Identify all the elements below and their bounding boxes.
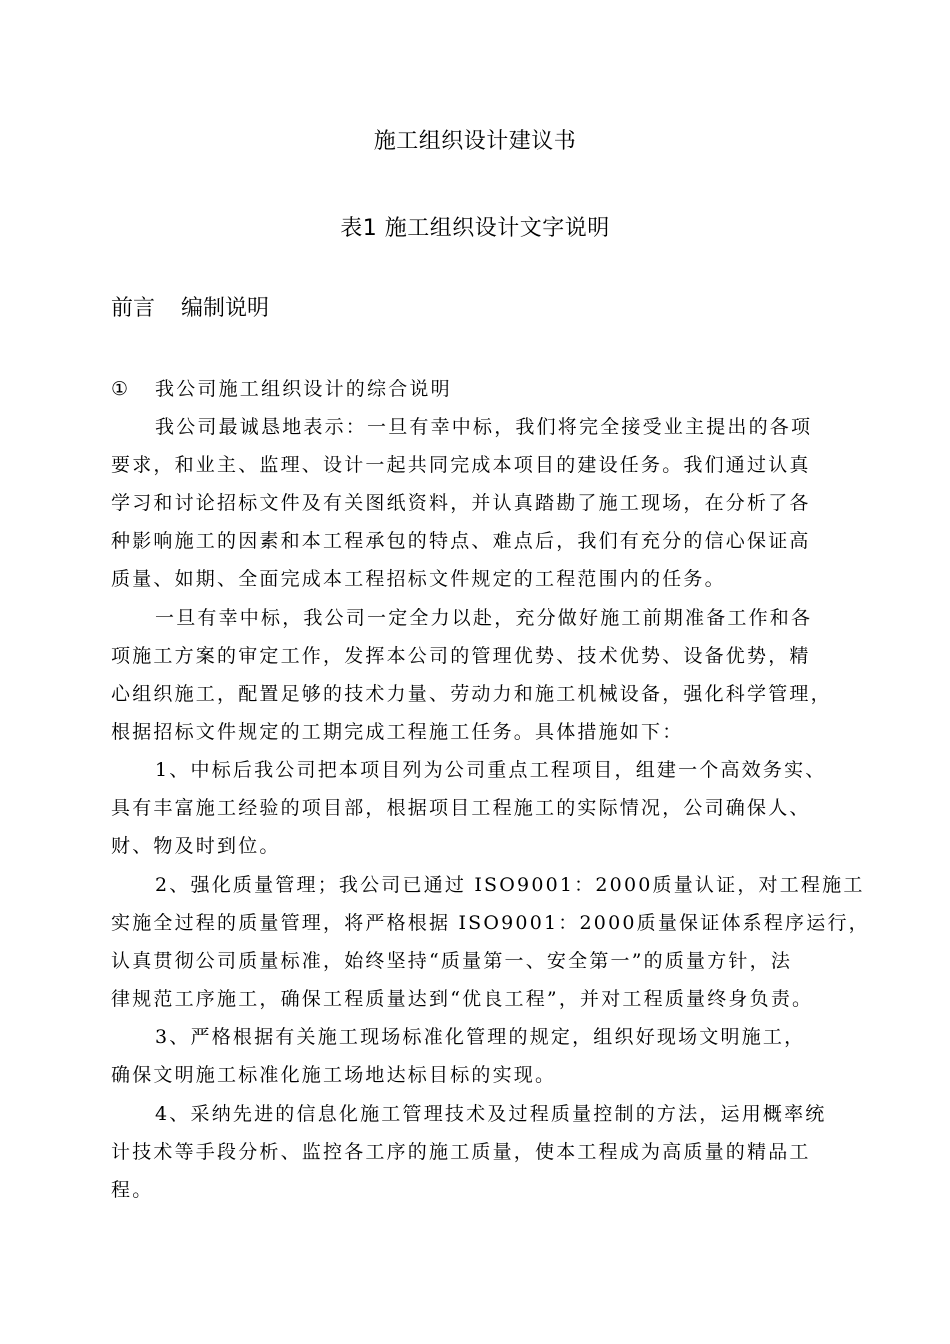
paragraph-line: 要求，和业主、监理、设计一起共同完成本项目的建设任务。我们通过认真	[111, 454, 811, 476]
item-heading: 我公司施工组织设计的综合说明	[155, 378, 452, 400]
item-heading-line	[111, 376, 452, 402]
paragraph-line: 种影响施工的因素和本工程承包的特点、难点后，我们有充分的信心保证高	[111, 530, 811, 552]
paragraph-line: 心组织施工，配置足够的技术力量、劳动力和施工机械设备，强化科学管理，	[111, 683, 832, 705]
paragraph-line: 财、物及时到位。	[111, 835, 281, 857]
paragraph-line: 质量、如期、全面完成本工程招标文件规定的工程范围内的任务。	[111, 568, 726, 590]
section-name: 编制说明	[181, 296, 270, 321]
paragraph-line: 项施工方案的审定工作，发挥本公司的管理优势、技术优势、设备优势，精	[111, 645, 811, 667]
paragraph-line: 2、强化质量管理；我公司已通过 ISO9001：2000质量认证，对工程施工	[155, 874, 865, 896]
paragraph-line: 程。	[111, 1179, 154, 1201]
paragraph-line: 4、采纳先进的信息化施工管理技术及过程质量控制的方法，运用概率统	[155, 1103, 827, 1125]
section-label: 前言	[111, 296, 156, 321]
paragraph-line: 根据招标文件规定的工期完成工程施工任务。具体措施如下：	[111, 721, 684, 743]
paragraph-line: 律规范工序施工，确保工程质量达到“优良工程”，并对工程质量终身负责。	[111, 988, 814, 1010]
paragraph-line: 我公司最诚恳地表示：一旦有幸中标，我们将完全接受业主提出的各项	[155, 416, 813, 438]
paragraph-line: 实施全过程的质量管理，将严格根据 ISO9001：2000质量保证体系程序运行，	[111, 912, 870, 934]
section-heading	[111, 294, 269, 324]
paragraph-line: 确保文明施工标准化施工场地达标目标的实现。	[111, 1064, 557, 1086]
item-marker: ①	[111, 378, 131, 400]
paragraph-line: 学习和讨论招标文件及有关图纸资料，并认真踏勘了施工现场，在分析了各	[111, 492, 811, 514]
paragraph-line: 计技术等手段分析、监控各工序的施工质量，使本工程成为高质量的精品工	[111, 1141, 811, 1163]
paragraph-line: 1、中标后我公司把本项目列为公司重点工程项目，组建一个高效务实、	[155, 759, 827, 781]
paragraph-line: 一旦有幸中标，我公司一定全力以赴，充分做好施工前期准备工作和各	[155, 607, 813, 629]
paragraph-line: 认真贯彻公司质量标准，始终坚持“质量第一、安全第一”的质量方针，法	[111, 950, 793, 972]
document-title: 施工组织设计建议书	[373, 129, 577, 154]
document-subtitle: 表1 施工组织设计文字说明	[340, 216, 610, 241]
paragraph-line: 具有丰富施工经验的项目部，根据项目工程施工的实际情况，公司确保人、	[111, 797, 811, 819]
paragraph-line: 3、严格根据有关施工现场标准化管理的规定，组织好现场文明施工，	[155, 1026, 806, 1048]
